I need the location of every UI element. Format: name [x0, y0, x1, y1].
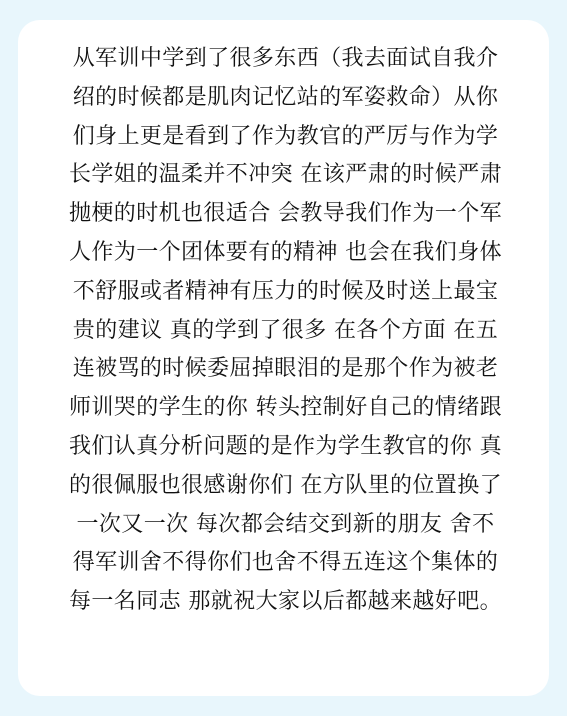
- text-card: [18, 20, 549, 696]
- text-line: 人作为一个团体要有的精神 也会在我们身体: [69, 239, 502, 265]
- text-line: 一次又一次 每次都会结交到新的朋友 舍不: [76, 511, 495, 537]
- text-line: 抛梗的时机也很适合 会教导我们作为一个军: [69, 201, 502, 227]
- text-line: 不舒服或者精神有压力的时候及时送上最宝: [72, 278, 499, 304]
- text-line: 我们认真分析问题的是作为学生教官的你 真: [69, 433, 502, 459]
- text-block: [42, 40, 529, 622]
- text-line: 每一名同志 那就祝大家以后都越来越好吧。: [69, 589, 502, 615]
- text-line: 师训哭的学生的你 转头控制好自己的情绪跟: [69, 395, 502, 421]
- text-line: 得军训舍不得你们也舍不得五连这个集体的: [72, 550, 499, 576]
- text-line: 长学姐的温柔并不冲突 在该严肃的时候严肃: [69, 162, 502, 188]
- text-line: 的很佩服也很感谢你们 在方队里的位置换了: [69, 472, 502, 498]
- text-line: 贵的建议 真的学到了很多 在各个方面 在五: [72, 317, 499, 343]
- text-line: 从军训中学到了很多东西（我去面试自我介: [72, 46, 499, 71]
- text-line: 连被骂的时候委屈掉眼泪的是那个作为被老: [72, 356, 499, 382]
- text-line: 绍的时候都是肌肉记忆站的军姿救命）从你: [72, 84, 499, 110]
- text-line: 们身上更是看到了作为教官的严厉与作为学: [72, 123, 499, 149]
